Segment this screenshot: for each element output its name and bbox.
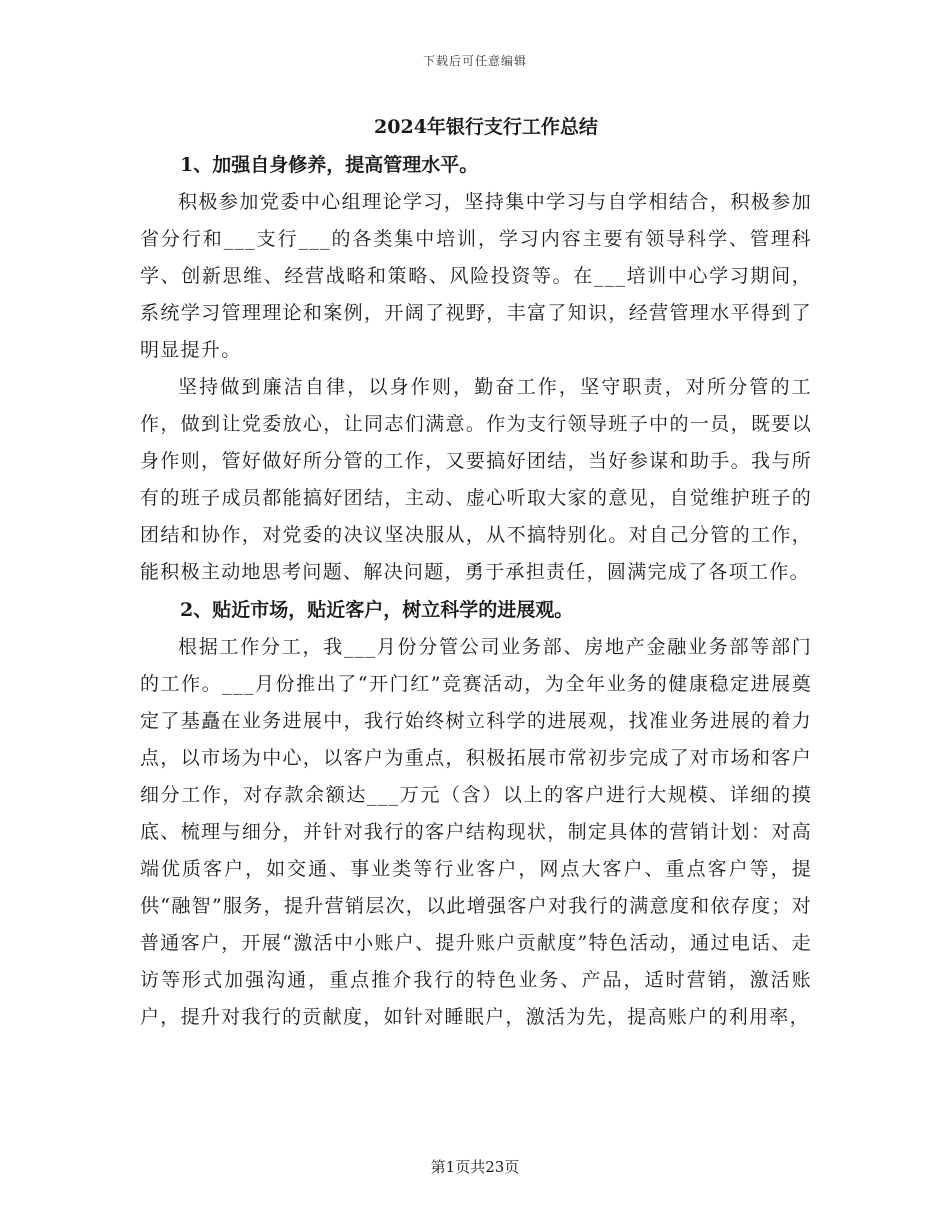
page-number: 第1页共23页: [430, 1158, 520, 1176]
page-header-note: 下载后可任意编辑: [422, 54, 527, 68]
document-title: 2024年银行支行工作总结: [374, 116, 598, 138]
paragraph: 积极参加党委中心组理论学习，坚持集中学习与自学相结合，积极参加省分行和___支行___的各类集中培训，学习内容主要有领导科学、管理科学、创新思维、经营战略和策略、风险投资等。在___培训中心学习期间，系统学习管理理论和案例，开阔了视野，丰富了知识，经营管理水平得到了明显提升。: [140, 191, 812, 361]
section-heading-1: 1、加强自身修养，提高管理水平。: [180, 154, 479, 176]
section-heading-2: 2、贴近市场，贴近客户，树立科学的进展观。: [180, 599, 574, 621]
paragraph: 坚持做到廉洁自律，以身作则，勤奋工作，坚守职责，对所分管的工作，做到让党委放心，让同志们满意。作为支行领导班子中的一员，既要以身作则，管好做好所分管的工作，又要搞好团结，当好参谋和助手。我与所有的班子成员都能搞好团结，主动、虚心听取大家的意见，自觉维护班子的团结和协作，对党委的决议坚决服从，从不搞特别化。对自己分管的工作，能积极主动地思考问题、解决问题，勇于承担责任，圆满完成了各项工作。: [140, 376, 812, 583]
paragraph: 根据工作分工，我___月份分管公司业务部、房地产金融业务部等部门的工作。___月份推出了“开门红”竞赛活动，为全年业务的健康稳定进展奠定了基矗在业务进展中，我行始终树立科学的进展观，找准业务进展的着力点，以市场为中心，以客户为重点，积极拓展市常初步完成了对市场和客户细分工作，对存款余额达___万元（含）以上的客户进行大规模、详细的摸底、梳理与细分，并针对我行的客户结构现状，制定具体的营销计划：对高端优质客户，如交通、事业类等行业客户，网点大客户、重点客户等，提供“融智”服务，提升营销层次，以此增强客户对我行的满意度和依存度；对普通客户，开展“激活中小账户、提升账户贡献度”特色活动，通过电话、走访等形式加强沟通，重点推介我行的特色业务、产品，适时营销，激活账户，提升对我行的贡献度，如针对睡眠户，激活为先，提高账户的利用率，: [140, 636, 812, 1028]
document-body: [140, 108, 812, 1036]
